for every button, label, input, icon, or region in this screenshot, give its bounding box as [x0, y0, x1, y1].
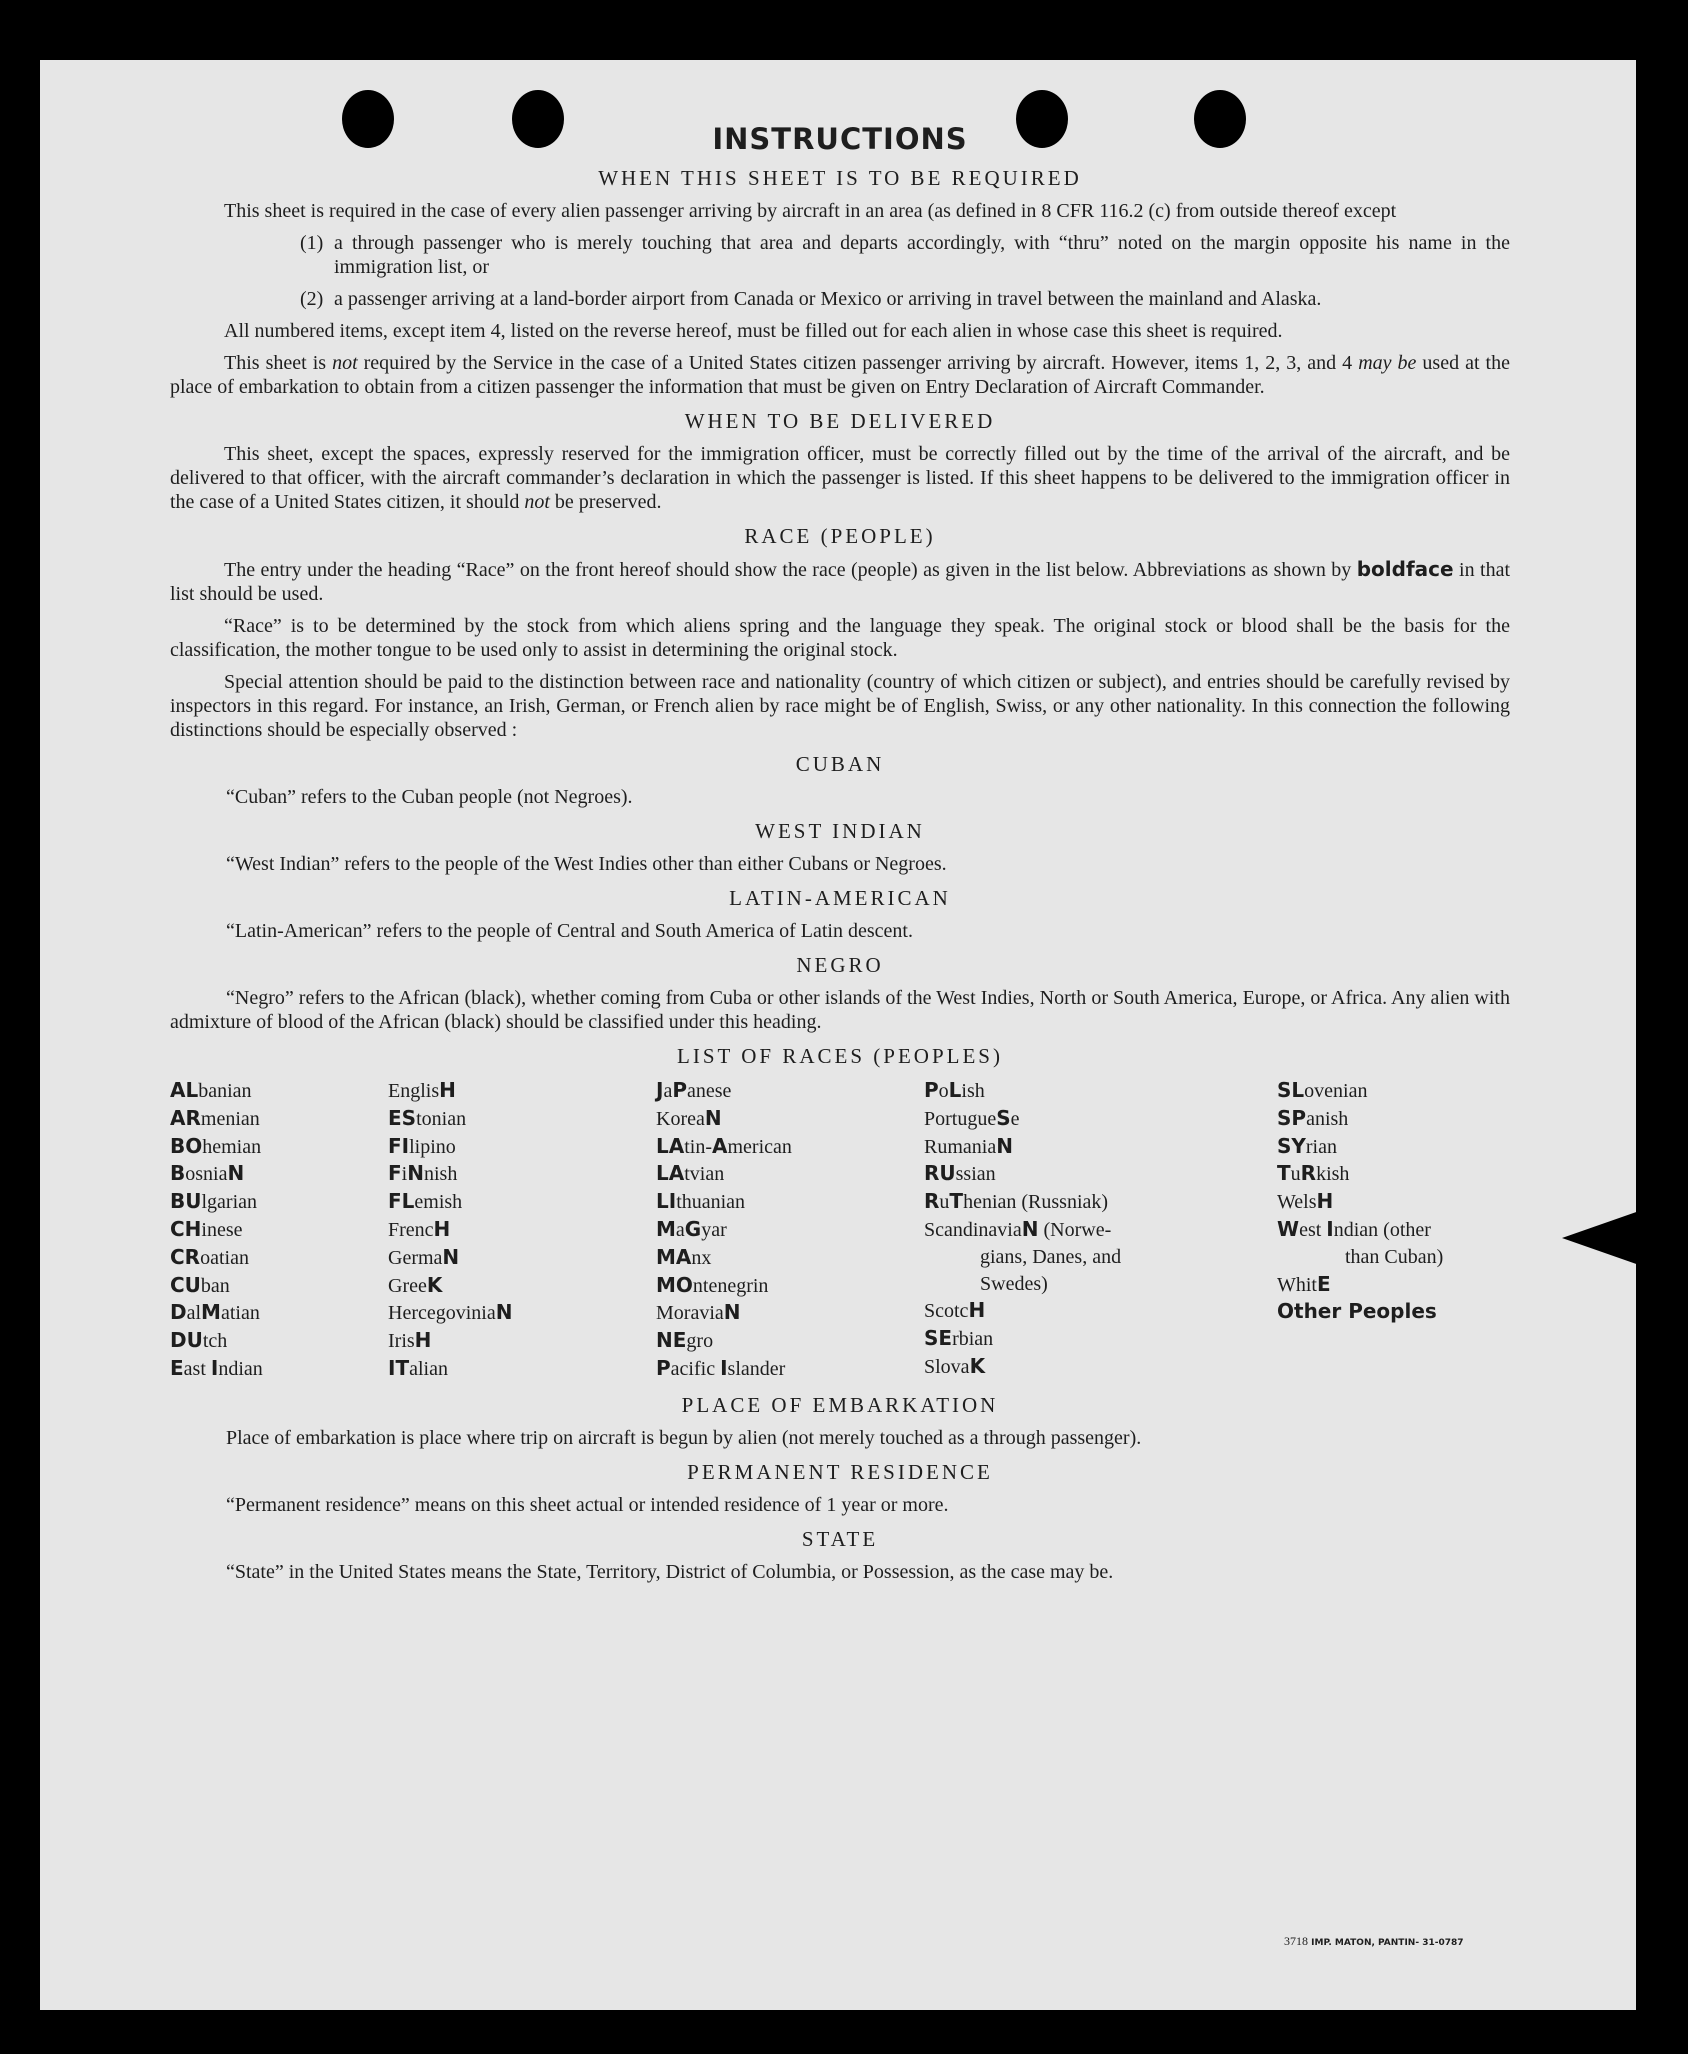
race-text: tonian — [416, 1107, 467, 1130]
race-text: yar — [701, 1218, 727, 1241]
race-abbrev: NE — [656, 1328, 687, 1353]
race-text: (Norwe- — [1038, 1218, 1112, 1241]
heading-embarkation: PLACE OF EMBARKATION — [681, 1392, 999, 1417]
race-abbrev: SP — [1277, 1105, 1307, 1130]
exception-item-2 — [300, 287, 1510, 311]
race-abbrev: N — [407, 1161, 424, 1186]
torn-edge-notch — [1562, 1210, 1642, 1266]
imprint-text: IMP. MATON, PANTIN- 31-0787 — [1308, 1938, 1464, 1948]
embarkation-definition: Place of embarkation is place where trip on aircraft is begun by alien (not merely touched as a through passenger). — [226, 1426, 1142, 1449]
race-entry — [924, 1297, 1277, 1325]
race-text: Hercegovinia — [388, 1302, 496, 1325]
race-text: gro — [686, 1330, 714, 1353]
race-text: a — [675, 1218, 685, 1241]
exception-item-2-number: (2) — [300, 288, 324, 310]
race-text: tin- — [684, 1135, 713, 1158]
race-text: slander — [727, 1357, 786, 1380]
race-p1-part-a: The entry under the heading “Race” on the front hereof should show the race (people) as given in the list below. Abbreviations as shown by — [224, 559, 1357, 581]
race-text: ndian — [218, 1357, 263, 1380]
race-entry — [656, 1105, 924, 1133]
race-text: Gree — [388, 1274, 427, 1297]
race-abbrev: ES — [388, 1105, 417, 1130]
race-text: u — [939, 1191, 950, 1214]
page-title: INSTRUCTIONS — [712, 122, 968, 156]
race-entry — [656, 1160, 924, 1188]
race-entry — [388, 1355, 656, 1383]
race-abbrev: MA — [656, 1244, 692, 1269]
race-abbrev: N — [495, 1300, 513, 1325]
delivered-not: not — [524, 491, 550, 513]
race-column-4 — [924, 1077, 1277, 1383]
required-p3-not: not — [332, 352, 358, 374]
race-abbrev: S — [996, 1105, 1011, 1130]
race-entry — [170, 1272, 388, 1300]
required-p3-part-a: This sheet is — [224, 352, 333, 374]
exception-item-2-text: a passenger arriving at a land-border airport from Canada or Mexico or arriving in travel between the mainland and Alaska. — [334, 288, 1322, 310]
race-abbrev: LA — [656, 1133, 685, 1158]
race-text: Portugue — [924, 1107, 997, 1130]
race-abbrev: LA — [656, 1161, 685, 1186]
race-paragraph-1 — [170, 557, 1510, 606]
race-entry — [924, 1133, 1277, 1161]
latin-american-definition: “Latin-American” refers to the people of Central and South America of Latin descent. — [226, 920, 913, 942]
race-entry — [924, 1105, 1277, 1133]
race-entry — [924, 1216, 1277, 1244]
race-text: kish — [1316, 1163, 1350, 1186]
race-paragraph-3: Special attention should be paid to the distinction between race and nationality (country of which citizen or subject), and entries should be carefully revised by inspectors in this regard. For instance, an Irish, German, or French alien by race might be of English, Swiss, or any other nationality. In this connection the following distinctions should be especially observed : — [170, 671, 1510, 741]
race-abbrev: FI — [388, 1133, 410, 1158]
race-abbrev: I — [720, 1355, 728, 1380]
race-text: Moravia — [656, 1302, 724, 1325]
race-abbrev: K — [426, 1272, 443, 1297]
race-abbrev: P — [672, 1078, 688, 1102]
race-column-5 — [1277, 1077, 1510, 1383]
race-text: ban — [200, 1274, 230, 1297]
state-definition: “State” in the United States means the State, Territory, District of Columbia, or Possession, as the case may be. — [226, 1560, 1114, 1583]
race-abbrev: AR — [170, 1105, 201, 1130]
race-entry — [924, 1271, 1277, 1298]
race-abbrev: I — [1326, 1216, 1334, 1241]
required-p3-part-c: used at the place of embarkation to obtain from a citizen passenger the information that must be given on Entry Declaration of Aircraft Commander. — [170, 352, 1510, 398]
required-paragraph-1: This sheet is required in the case of every alien passenger arriving by aircraft in an area (as defined in 8 CFR 116.2 (c) from outside thereof except — [224, 200, 1397, 222]
negro-definition: “Negro” refers to the African (black), whether coming from Cuba or other islands of the West Indies, North or South America, Europe, or Africa. Any alien with admixture of blood of the African (black) should be classified under this heading. — [170, 987, 1510, 1033]
race-text: rbian — [952, 1328, 994, 1351]
race-abbrev: E — [1317, 1271, 1331, 1296]
race-abbrev: A — [712, 1133, 728, 1158]
required-p3-may-be: may be — [1358, 352, 1417, 374]
race-text: inese — [201, 1218, 243, 1241]
race-text: menian — [200, 1107, 260, 1130]
race-abbrev: SE — [924, 1326, 953, 1351]
race-text: nx — [691, 1246, 712, 1269]
race-text: Englis — [388, 1080, 440, 1102]
race-abbrev: J — [656, 1078, 664, 1102]
heading-list-of-races: LIST OF RACES (PEOPLES) — [677, 1044, 1003, 1068]
race-text: oatian — [200, 1246, 249, 1269]
race-abbrev: SY — [1277, 1133, 1306, 1158]
race-text: rian — [1305, 1135, 1337, 1158]
race-abbrev: W — [1277, 1216, 1300, 1241]
race-text: Scandinavia — [924, 1218, 1022, 1241]
delivered-part-b: be preserved. — [549, 491, 662, 513]
race-entry — [1277, 1216, 1510, 1244]
race-abbrev: N — [1021, 1216, 1039, 1241]
heading-cuban: CUBAN — [795, 752, 885, 776]
race-entry — [388, 1133, 656, 1161]
race-entry — [170, 1355, 388, 1383]
race-abbrev: I — [210, 1355, 219, 1380]
race-text: henian (Russniak) — [963, 1191, 1109, 1214]
race-entry — [170, 1216, 388, 1244]
race-entry — [388, 1160, 656, 1188]
race-abbrev: SL — [1277, 1078, 1305, 1102]
race-p1-part-b: in that list should be used. — [170, 559, 1511, 605]
race-text: Rumania — [924, 1135, 997, 1158]
race-text: Wels — [1277, 1191, 1317, 1214]
race-entry — [170, 1133, 388, 1161]
race-text: merican — [727, 1135, 792, 1158]
heading-west-indian: WEST INDIAN — [755, 819, 925, 843]
race-abbrev: R — [924, 1189, 940, 1214]
race-text: est — [1299, 1218, 1327, 1241]
race-abbrev: AL — [170, 1078, 199, 1102]
race-abbrev: P — [924, 1078, 939, 1102]
race-entry — [924, 1325, 1277, 1353]
west-indian-definition: “West Indian” refers to the people of the West Indies other than either Cubans or Negroes. — [226, 853, 947, 875]
race-entry — [924, 1244, 1277, 1271]
race-abbrev: T — [949, 1189, 964, 1214]
race-text: u — [1290, 1163, 1301, 1186]
race-entry — [388, 1327, 656, 1355]
race-abbrev: BO — [170, 1133, 203, 1158]
race-text: emish — [414, 1191, 463, 1214]
race-text: Slova — [924, 1355, 970, 1378]
race-entry — [388, 1299, 656, 1327]
race-abbrev: M — [201, 1300, 221, 1325]
race-abbrev: E — [170, 1355, 184, 1380]
race-entry — [170, 1160, 388, 1188]
race-text: thuanian — [676, 1191, 746, 1214]
race-text: Whit — [1277, 1273, 1317, 1296]
race-abbrev: H — [968, 1298, 986, 1323]
race-text: ntenegrin — [692, 1274, 769, 1297]
race-text: lipino — [409, 1135, 456, 1158]
race-abbrev: MO — [656, 1272, 693, 1297]
cuban-definition: “Cuban” refers to the Cuban people (not Negroes). — [226, 786, 633, 808]
race-text: atian — [220, 1302, 260, 1325]
race-abbrev: CR — [170, 1244, 201, 1269]
form-number: 3718 — [1284, 1934, 1308, 1948]
race-text: tvian — [684, 1163, 725, 1186]
race-text: al — [186, 1302, 202, 1325]
race-text: Scotc — [924, 1300, 969, 1323]
race-entry — [170, 1299, 388, 1327]
race-text: a — [663, 1080, 673, 1102]
race-entry — [656, 1133, 924, 1161]
printer-imprint — [1284, 1934, 1464, 1949]
race-abbrev: T — [1277, 1161, 1291, 1186]
race-text: ssian — [955, 1163, 996, 1186]
required-p3-part-b: required by the Service in the case of a United States citizen passenger arriving by aircraft. However, items 1, 2, 3, and 4 — [357, 352, 1359, 374]
race-entry — [656, 1355, 924, 1383]
race-entry — [656, 1216, 924, 1244]
race-entry — [388, 1272, 656, 1300]
race-entry — [170, 1188, 388, 1216]
race-abbrev: P — [656, 1355, 671, 1380]
race-abbrev: FL — [388, 1189, 415, 1214]
race-abbrev: M — [656, 1216, 676, 1241]
race-column-3 — [656, 1077, 924, 1383]
race-abbrev: Other Peoples — [1277, 1299, 1437, 1324]
heading-required: WHEN THIS SHEET IS TO BE REQUIRED — [598, 166, 1082, 190]
race-entry — [656, 1244, 924, 1272]
race-entry — [388, 1244, 656, 1272]
required-paragraph-3 — [170, 351, 1510, 399]
race-text: Germa — [388, 1246, 443, 1269]
race-text: lgarian — [201, 1191, 258, 1214]
race-abbrev: F — [388, 1161, 402, 1186]
race-paragraph-2: “Race” is to be determined by the stock from which aliens spring and the language they speak. The original stock or blood shall be the basis for the classification, the mother tongue to be used only to assist in determining the original stock. — [170, 615, 1510, 661]
race-entry — [1277, 1105, 1510, 1133]
race-text: ndian (other — [1333, 1218, 1431, 1241]
race-entry — [924, 1160, 1277, 1188]
race-entry — [388, 1077, 656, 1105]
race-entry — [1277, 1271, 1510, 1299]
race-entry — [656, 1299, 924, 1327]
race-column-2 — [388, 1077, 656, 1383]
race-text: gians, Danes, and — [980, 1245, 1122, 1268]
race-entry — [1277, 1133, 1510, 1161]
race-text: ovenian — [1304, 1080, 1368, 1102]
race-entry — [924, 1188, 1277, 1216]
race-abbrev: H — [439, 1078, 456, 1102]
permanent-residence-definition: “Permanent residence” means on this sheet actual or intended residence of 1 year or more. — [226, 1493, 949, 1516]
race-entry — [388, 1105, 656, 1133]
race-abbrev: IT — [388, 1355, 410, 1380]
race-entry — [924, 1353, 1277, 1381]
exception-item-1-text: a through passenger who is merely touching that area and departs accordingly, with “thru” noted on the margin opposite his name in the immigration list, or — [334, 232, 1510, 278]
race-text: Swedes) — [980, 1272, 1048, 1295]
race-entry — [170, 1077, 388, 1105]
race-text: tch — [202, 1330, 228, 1353]
exception-item-1 — [300, 231, 1510, 279]
race-abbrev: H — [1316, 1189, 1334, 1214]
race-abbrev: N — [227, 1161, 245, 1186]
race-abbrev: N — [442, 1244, 460, 1269]
exception-item-1-number: (1) — [300, 232, 324, 254]
race-text: o — [938, 1080, 949, 1102]
heading-latin-american: LATIN-AMERICAN — [729, 886, 951, 910]
race-text: Frenc — [388, 1218, 434, 1241]
heading-delivered: WHEN TO BE DELIVERED — [684, 409, 996, 433]
race-abbrev: K — [969, 1353, 986, 1378]
race-text: i — [401, 1163, 408, 1186]
race-entry — [1277, 1188, 1510, 1216]
heading-negro: NEGRO — [796, 953, 884, 977]
race-abbrev: N — [996, 1133, 1013, 1158]
race-text: nish — [423, 1163, 458, 1186]
race-abbrev: N — [723, 1300, 741, 1325]
race-abbrev: DU — [170, 1328, 203, 1353]
race-abbrev: R — [1300, 1161, 1317, 1186]
heading-permanent-residence: PERMANENT RESIDENCE — [687, 1459, 993, 1484]
race-abbrev: RU — [924, 1161, 956, 1186]
race-abbrev: H — [433, 1216, 451, 1241]
race-abbrev: H — [414, 1328, 432, 1353]
race-text: anish — [1306, 1107, 1349, 1130]
race-abbrev: LI — [656, 1189, 677, 1214]
race-abbrev: L — [948, 1078, 962, 1102]
heading-race: RACE (PEOPLE) — [744, 524, 936, 548]
race-text: anese — [687, 1080, 732, 1102]
race-text: ast — [183, 1357, 211, 1380]
race-abbrev: CH — [170, 1216, 202, 1241]
race-abbrev: D — [170, 1300, 187, 1325]
race-text: alian — [409, 1357, 448, 1380]
race-entry — [656, 1327, 924, 1355]
race-text: Iris — [388, 1330, 415, 1353]
race-entry — [656, 1272, 924, 1300]
document-sheet — [40, 60, 1636, 2010]
race-text: ish — [961, 1080, 985, 1102]
race-entry — [388, 1216, 656, 1244]
race-abbrev: CU — [170, 1272, 201, 1297]
race-p1-boldface: boldface — [1356, 557, 1454, 581]
instructions-content — [170, 122, 1510, 1592]
race-text: e — [1010, 1107, 1020, 1130]
race-entry — [1277, 1160, 1510, 1188]
race-text: acific — [670, 1357, 721, 1380]
race-entry — [170, 1244, 388, 1272]
race-abbrev: G — [684, 1216, 702, 1241]
race-entry — [924, 1077, 1277, 1105]
delivered-paragraph — [170, 442, 1510, 514]
race-entry — [388, 1188, 656, 1216]
race-text: osnia — [185, 1163, 228, 1186]
race-entry — [170, 1327, 388, 1355]
race-abbrev: B — [170, 1161, 186, 1186]
race-column-1 — [170, 1077, 388, 1383]
race-entry — [656, 1188, 924, 1216]
delivered-part-a: This sheet, except the spaces, expressly reserved for the immigration officer, must be correctly filled out by the time of the arrival of the aircraft, and be delivered to that officer, with the aircraft commander’s declaration in which the passenger is listed. If this sheet happens to be delivered to the immigration officer in the case of a United States citizen, it should — [170, 443, 1510, 513]
race-text: hemian — [202, 1135, 262, 1158]
race-text: Korea — [656, 1107, 705, 1130]
race-list — [170, 1077, 1510, 1383]
race-entry — [656, 1077, 924, 1105]
heading-state: STATE — [801, 1526, 879, 1551]
race-text: than Cuban) — [1345, 1245, 1444, 1268]
race-text: banian — [198, 1080, 252, 1102]
race-entry — [170, 1105, 388, 1133]
race-entry — [1277, 1077, 1510, 1105]
required-paragraph-2: All numbered items, except item 4, listed on the reverse hereof, must be filled out for each alien in whose case this sheet is required. — [224, 320, 1283, 342]
race-entry — [1277, 1298, 1510, 1326]
race-abbrev: BU — [170, 1189, 202, 1214]
race-abbrev: N — [704, 1105, 722, 1130]
race-entry — [1277, 1244, 1510, 1271]
